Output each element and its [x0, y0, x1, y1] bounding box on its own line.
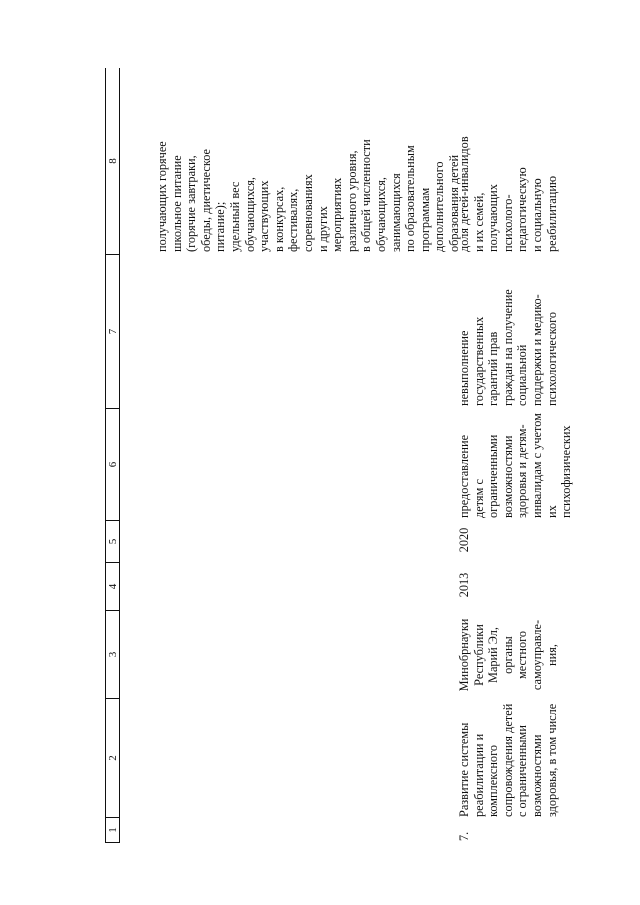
non-implementation-consequences: невыполнение государственных гарантий прав граждан на получение социальной поддержки и медико- психологического	[457, 289, 559, 406]
page-number	[616, 0, 640, 58]
responsible-executor: Минобрнауки Республики Марий Эл, органы местного самоуправле- ния,	[457, 618, 559, 692]
end-year: 2020	[457, 527, 471, 553]
column-number-3: 3	[106, 610, 120, 698]
row-number: 7.	[457, 831, 471, 841]
column-number-4: 4	[106, 562, 120, 610]
column-number-6: 6	[106, 408, 120, 520]
column-number-1: 1	[106, 817, 120, 843]
column-number-row	[105, 68, 120, 843]
program-table	[105, 68, 575, 843]
column-number-2: 2	[106, 698, 120, 817]
related-indicator: доля детей-инвалидов и их семей, получающих психолого- педагогическую и социальную реабилитацию	[457, 136, 559, 252]
start-year: 2013	[457, 572, 471, 598]
measure-name: Развитие системы реабилитации и комплексного сопровождения детей с ограниченными возможностями здоровья, в том числе	[457, 703, 559, 817]
column-number-5: 5	[106, 520, 120, 562]
continued-indicator-text: получающих горячее школьное питание (горячие завтраки, обеды, диетическое питание); удельный вес обучающихся, участвующих в конкурсах, фестивалях, соревнованиях и других мероприятиях различного уровня, в общей численности обучающихся, занимающихся по образовательным программам дополнительного образования детей	[155, 139, 461, 252]
column-number-8: 8	[107, 158, 119, 164]
rotated-table-sheet	[105, 68, 575, 843]
column-number-7: 7	[106, 254, 120, 408]
expected-result: предоставление детям с ограниченными возможностями здоровья и детям- инвалидам с учетом их психофизических	[457, 413, 574, 518]
